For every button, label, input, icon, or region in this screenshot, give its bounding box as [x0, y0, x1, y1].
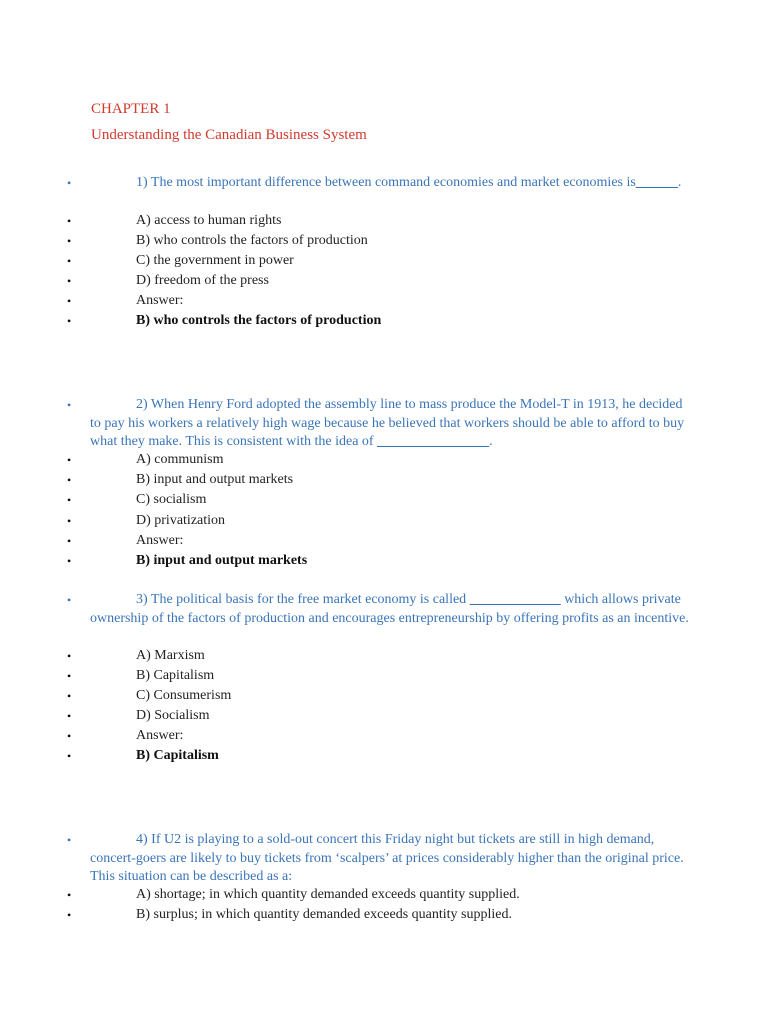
- bullet-icon: •: [67, 214, 72, 228]
- bullet-icon: •: [67, 593, 72, 607]
- bullet-icon: •: [67, 689, 72, 703]
- question-text: 4) If U2 is playing to a sold-out concert this Friday night but tickets are still in high demand, concert-goers are likely to buy tickets from ‘scalpers’ at prices considerably higher than the original price. This situation can be described as a:: [90, 832, 684, 884]
- question-2: [90, 396, 690, 452]
- question-4: [90, 831, 690, 887]
- option-a: A) communism: [136, 452, 224, 467]
- question-text: 1) The most important difference between command economies and market economies is: [136, 175, 636, 190]
- option-b: B) surplus; in which quantity demanded exceeds quantity supplied.: [136, 907, 512, 922]
- option-b: B) Capitalism: [136, 668, 215, 683]
- answer-blank: ______: [635, 175, 678, 190]
- option-d: D) freedom of the press: [136, 273, 269, 288]
- chapter-title: CHAPTER 1: [91, 101, 171, 117]
- question-3: [90, 591, 690, 628]
- option-d: D) Socialism: [136, 708, 210, 723]
- option-c: C) the government in power: [136, 253, 294, 268]
- question-text-end: which allows private ownership of the factors of production and encourages entrepreneurship by offering profits as an incentive.: [90, 592, 689, 626]
- bullet-icon: •: [67, 534, 72, 548]
- bullet-icon: •: [67, 888, 72, 902]
- option-c: C) Consumerism: [136, 688, 232, 703]
- answer-text: B) input and output markets: [136, 553, 308, 568]
- bullet-icon: •: [67, 908, 72, 922]
- bullet-icon: •: [67, 176, 72, 190]
- bullet-icon: •: [67, 294, 72, 308]
- bullet-icon: •: [67, 274, 72, 288]
- chapter-subtitle: Understanding the Canadian Business System: [91, 127, 367, 143]
- answer-label: Answer:: [136, 293, 184, 308]
- bullet-icon: •: [67, 234, 72, 248]
- question-1: [90, 174, 690, 193]
- answer-label: Answer:: [136, 728, 184, 743]
- bullet-icon: •: [67, 649, 72, 663]
- answer-blank: _____________: [469, 592, 561, 607]
- answer-text: B) Capitalism: [136, 748, 219, 763]
- option-b: B) input and output markets: [136, 472, 294, 487]
- bullet-icon: •: [67, 473, 72, 487]
- answer-text: B) who controls the factors of production: [136, 313, 382, 328]
- bullet-icon: •: [67, 749, 72, 763]
- bullet-icon: •: [67, 314, 72, 328]
- answer-label: Answer:: [136, 533, 184, 548]
- bullet-icon: •: [67, 453, 72, 467]
- bullet-icon: •: [67, 729, 72, 743]
- question-text: 3) The political basis for the free market economy is called: [136, 592, 470, 607]
- bullet-icon: •: [67, 493, 72, 507]
- bullet-icon: •: [67, 709, 72, 723]
- option-a: A) access to human rights: [136, 213, 282, 228]
- question-text-end: .: [677, 175, 682, 190]
- bullet-icon: •: [67, 398, 72, 412]
- option-c: C) socialism: [136, 492, 207, 507]
- bullet-icon: •: [67, 554, 72, 568]
- bullet-icon: •: [67, 669, 72, 683]
- option-a: A) Marxism: [136, 648, 205, 663]
- option-d: D) privatization: [136, 513, 226, 528]
- answer-blank: ________________: [377, 434, 490, 449]
- option-a: A) shortage; in which quantity demanded exceeds quantity supplied.: [136, 887, 520, 902]
- option-b: B) who controls the factors of production: [136, 233, 368, 248]
- bullet-icon: •: [67, 833, 72, 847]
- bullet-icon: •: [67, 514, 72, 528]
- question-text-end: .: [489, 434, 493, 449]
- question-text: 2) When Henry Ford adopted the assembly line to mass produce the Model-T in 1913, he decided to pay his workers a relatively high wage because he believed that workers should be able to afford to buy what they make. This is consistent with the idea of: [90, 397, 685, 449]
- bullet-icon: •: [67, 254, 72, 268]
